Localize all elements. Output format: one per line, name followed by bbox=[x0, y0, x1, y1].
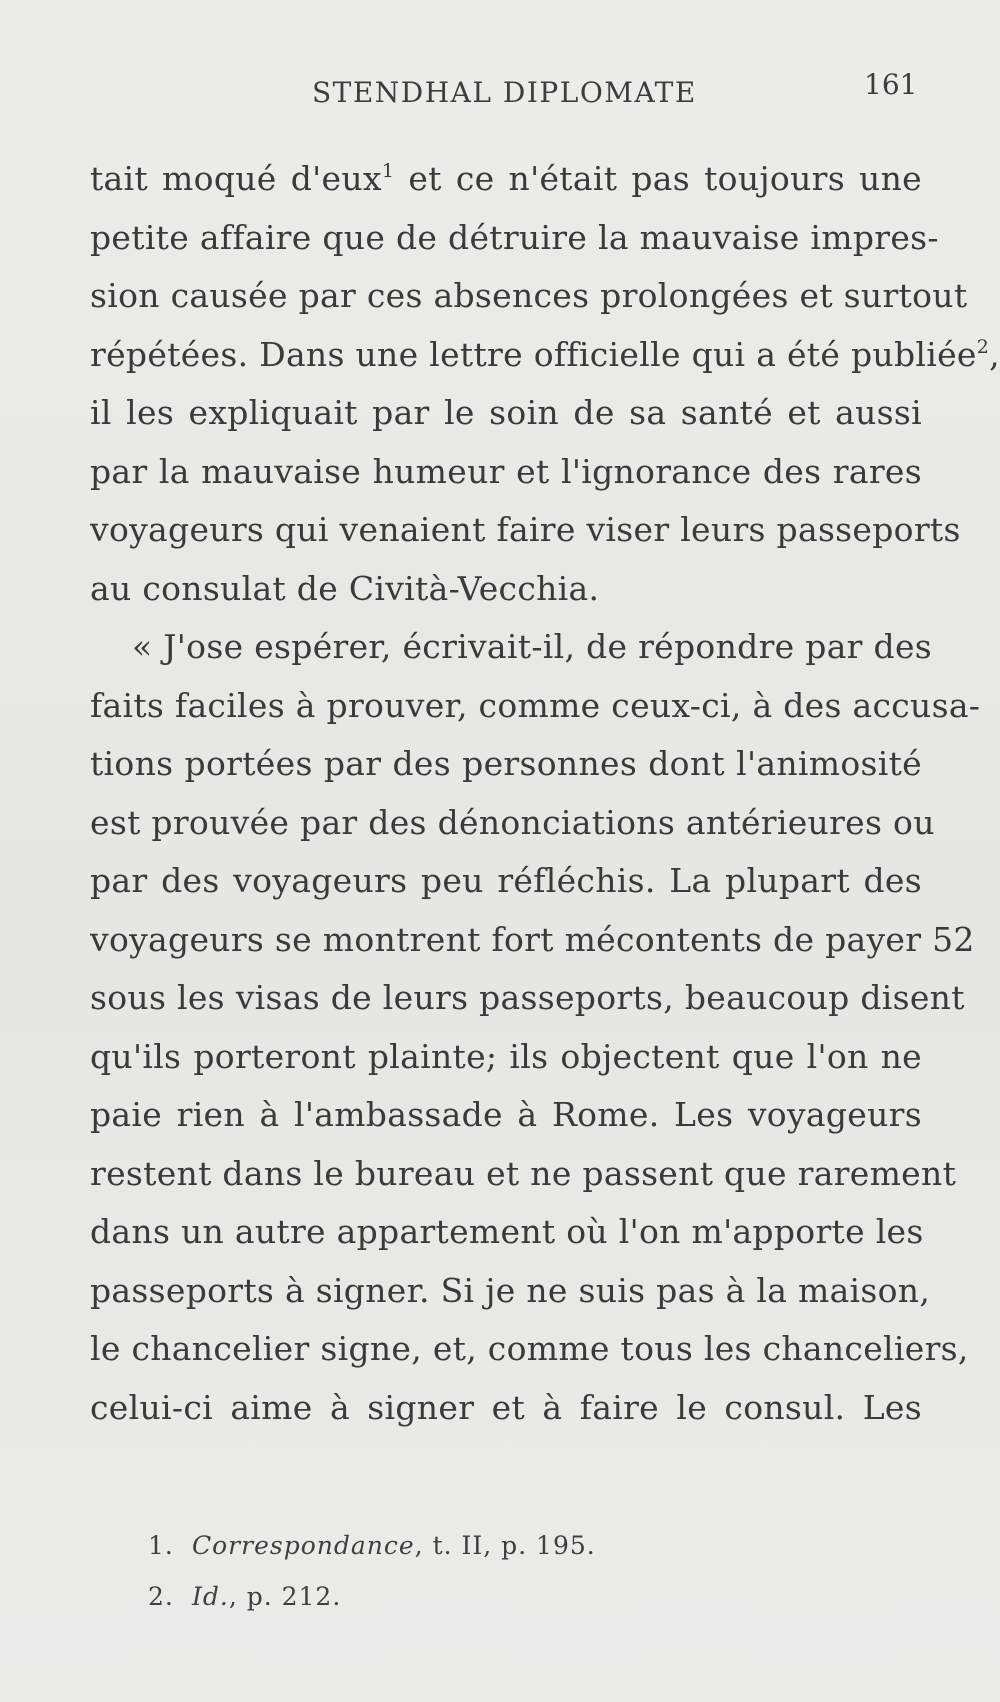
body-text bbox=[90, 150, 1000, 1437]
footnote-source: Correspondance bbox=[192, 1531, 415, 1560]
text-segment: et ce n'était pas toujours une bbox=[394, 159, 922, 198]
footnote-reference: , t. II, p. 195. bbox=[414, 1531, 596, 1560]
page-number: 161 bbox=[864, 68, 918, 101]
text-line: voyageurs qui venaient faire viser leurs passeports bbox=[90, 510, 961, 549]
footnote-source: Id. bbox=[192, 1582, 229, 1611]
footnote-number: 2. bbox=[148, 1582, 174, 1611]
text-line: sion causée par ces absences prolongées et surtout bbox=[90, 276, 968, 315]
text-line: petite affaire que de détruire la mauvaise impres- bbox=[90, 217, 939, 257]
text-line: voyageurs se montrent fort mécontents de payer 52 bbox=[90, 919, 975, 959]
text-line: qu'ils porteront plainte; ils objectent que l'on ne bbox=[90, 1036, 922, 1076]
text-line: dans un autre appartement où l'on m'apporte les bbox=[90, 1212, 924, 1251]
footnote-number: 1. bbox=[148, 1531, 174, 1560]
text-segment: , bbox=[989, 334, 1000, 374]
text-line: tions portées par des personnes dont l'animosité bbox=[90, 744, 922, 783]
footnote-ref-1: 1 bbox=[381, 160, 395, 182]
text-line bbox=[90, 150, 922, 209]
text-segment: tait moqué d'eux bbox=[90, 159, 382, 198]
text-line: par des voyageurs peu réfléchis. La plupart des bbox=[90, 861, 922, 900]
footnote-2 bbox=[148, 1571, 848, 1622]
text-line: par la mauvaise humeur et l'ignorance des rares bbox=[90, 451, 922, 491]
text-line: restent dans le bureau et ne passent que rarement bbox=[90, 1153, 957, 1193]
text-line: faits faciles à prouver, comme ceux-ci, à des accusa- bbox=[90, 685, 981, 725]
text-line: passeports à signer. Si je ne suis pas à la maison, bbox=[90, 1270, 931, 1310]
text-line: paie rien à l'ambassade à Rome. Les voyageurs bbox=[90, 1095, 922, 1134]
footnote-ref-2: 2 bbox=[976, 335, 990, 358]
text-line bbox=[90, 326, 1000, 385]
footnotes bbox=[148, 1520, 848, 1622]
running-title: STENDHAL DIPLOMATE bbox=[312, 76, 697, 109]
text-line: au consulat de Cività-Vecchia. bbox=[90, 568, 600, 608]
footnote-reference: , p. 212. bbox=[228, 1582, 342, 1611]
text-line: est prouvée par des dénonciations antérieures ou bbox=[90, 802, 935, 842]
text-line: sous les visas de leurs passeports, beaucoup disent bbox=[90, 978, 965, 1017]
running-head bbox=[0, 68, 1000, 116]
text-line: le chancelier signe, et, comme tous les chanceliers, bbox=[90, 1329, 969, 1368]
text-line: « J'ose espérer, écrivait-il, de répondre par des bbox=[132, 627, 933, 666]
text-segment: répétées. Dans une lettre officielle qui a été publiée bbox=[90, 334, 977, 374]
footnote-1 bbox=[148, 1520, 848, 1571]
text-line: celui-ci aime à signer et à faire le consul. Les bbox=[90, 1387, 922, 1427]
text-line: il les expliquait par le soin de sa santé et aussi bbox=[90, 393, 922, 432]
